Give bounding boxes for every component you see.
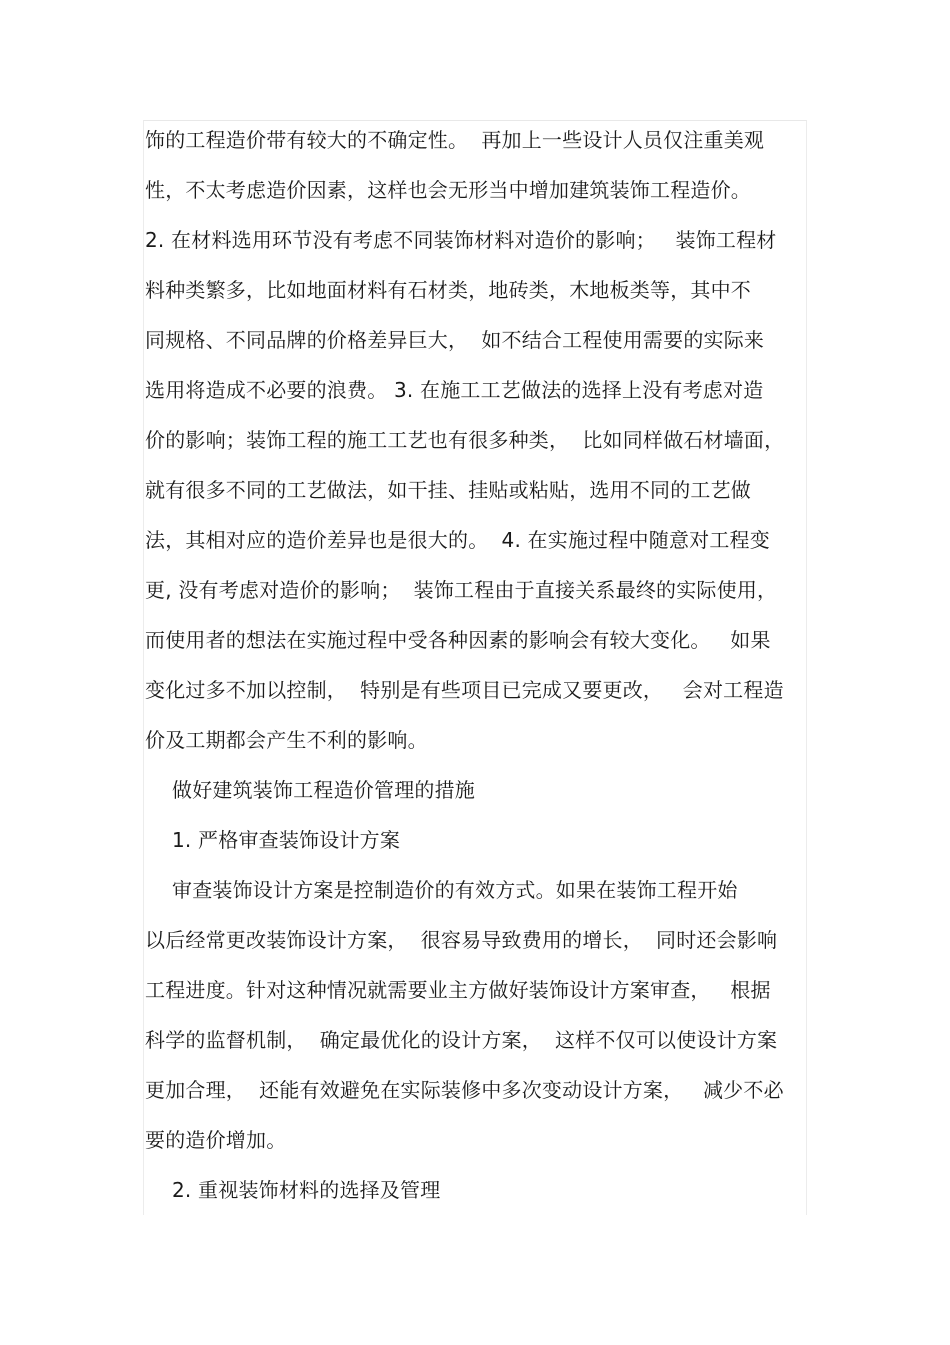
body-text-line: 性，不太考虑造价因素，这样也会无形当中增加建筑装饰工程造价。 [145,178,751,202]
body-text-line: 工程进度。针对这种情况就需要业主方做好装饰设计方案审查， 根据 [145,978,771,1002]
section-heading: 做好建筑装饰工程造价管理的措施 [172,778,475,802]
body-text-line: 同规格、不同品牌的价格差异巨大， 如不结合工程使用需要的实际来 [145,328,765,352]
body-text-line: 科学的监督机制， 确定最优化的设计方案， 这样不仅可以使设计方案 [145,1028,778,1052]
body-text-line: 价及工期都会产生不利的影响。 [145,728,428,752]
body-text-line: 而使用者的想法在实施过程中受各种因素的影响会有较大变化。 如果 [145,628,771,652]
body-text-line: 料种类繁多，比如地面材料有石材类，地砖类，木地板类等，其中不 [145,278,751,302]
body-text-line: 2. 在材料选用环节没有考虑不同装饰材料对造价的影响； 装饰工程材 [145,228,777,252]
body-text-line: 以后经常更改装饰设计方案， 很容易导致费用的增长， 同时还会影响 [145,928,778,952]
body-text-line: 变化过多不加以控制， 特别是有些项目已完成又要更改， 会对工程造 [145,678,784,702]
body-text-line: 饰的工程造价带有较大的不确定性。 再加上一些设计人员仅注重美观 [145,128,765,152]
body-text-line: 要的造价增加。 [145,1128,287,1152]
body-text-line: 价的影响；装饰工程的施工工艺也有很多种类， 比如同样做石材墙面， [145,428,785,452]
item-1-title: 1. 严格审查装饰设计方案 [172,828,401,852]
item-2-title: 2. 重视装饰材料的选择及管理 [172,1178,441,1202]
body-text-line: 更加合理， 还能有效避免在实际装修中多次变动设计方案， 减少不必 [145,1078,784,1102]
body-text-line: 更, 没有考虑对造价的影响； 装饰工程由于直接关系最终的实际使用， [145,578,778,602]
body-text-line: 就有很多不同的工艺做法，如干挂、挂贴或粘贴，选用不同的工艺做 [145,478,751,502]
body-text-line: 审查装饰设计方案是控制造价的有效方式。如果在装饰工程开始 [172,878,738,902]
body-text-line: 选用将造成不必要的浪费。 3. 在施工工艺做法的选择上没有考虑对造 [145,378,764,402]
body-text-line: 法，其相对应的造价差异也是很大的。 4. 在实施过程中随意对工程变 [145,528,770,552]
